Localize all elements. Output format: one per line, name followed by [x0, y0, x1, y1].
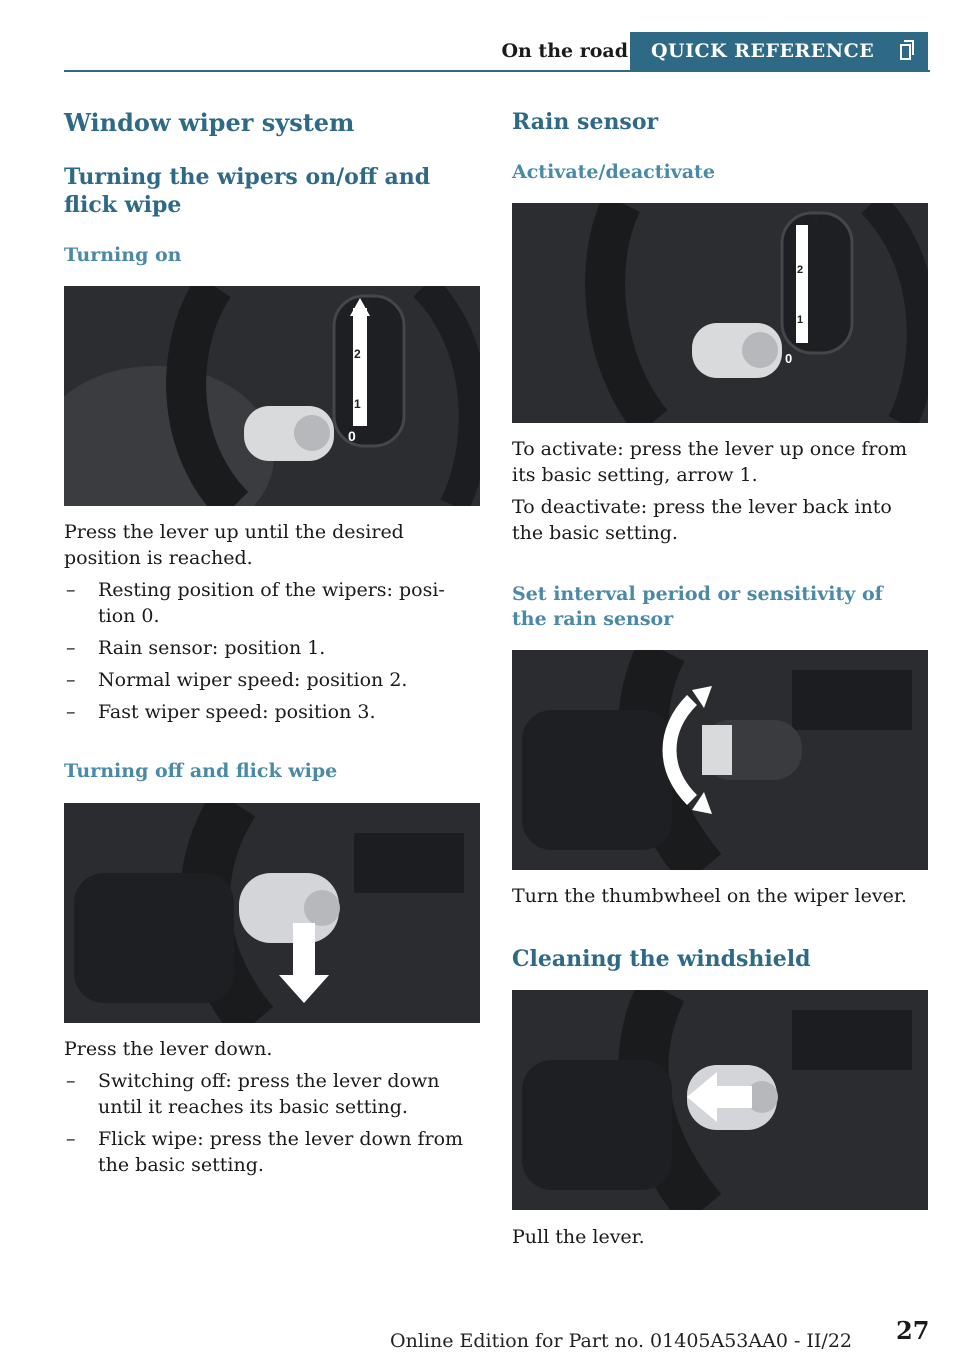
- rain-sensor-photo: [512, 203, 928, 423]
- position-2-label: 2: [354, 347, 361, 361]
- list-item: – Resting position of the wipers: posi‐tion 0.: [64, 577, 480, 629]
- wipers-subtitle: Turning the wipers on/off and flick wipe: [64, 164, 431, 218]
- cleaning-heading: Cleaning the windshield: [512, 946, 811, 972]
- list-item: – Switching off: press the lever down until it reaches its basic setting.: [64, 1068, 480, 1120]
- flick-wipe-list: [64, 1068, 480, 1178]
- position-0-label: 0: [348, 428, 356, 444]
- thumbwheel-photo: [512, 650, 928, 870]
- header-section-label: On the road: [501, 40, 628, 62]
- turning-off-heading: Turning off and flick wipe: [64, 760, 338, 782]
- document-copy-icon: [900, 40, 914, 60]
- rain-position-0-label: 0: [785, 351, 793, 366]
- list-item: – Normal wiper speed: position 2.: [64, 667, 480, 693]
- rain-sensor-title: Rain sensor: [512, 109, 659, 135]
- quick-reference-label: QUICK REFERENCE: [651, 40, 875, 62]
- list-item: – Fast wiper speed: position 3.: [64, 699, 480, 725]
- turning-on-heading: Turning on: [64, 244, 182, 266]
- turning-on-paragraph: Press the lever up until the desired position is reached.: [64, 521, 404, 569]
- pull-lever-photo: [512, 990, 928, 1210]
- interval-heading: Set interval period or sensitivity of the rain sensor: [512, 583, 883, 630]
- rain-position-3-label: 3: [812, 214, 819, 226]
- position-3-label: 3: [365, 297, 372, 311]
- page-number: 27: [896, 1316, 930, 1345]
- quick-reference-tab[interactable]: [630, 32, 928, 70]
- wiper-positions-photo: [64, 286, 480, 506]
- lever-down-paragraph: Press the lever down.: [64, 1038, 273, 1060]
- page-title: Window wiper system: [64, 108, 355, 137]
- deactivate-paragraph: To deactivate: press the lever back into the basic setting.: [512, 496, 892, 544]
- thumbwheel-paragraph: Turn the thumbwheel on the wiper lever.: [512, 885, 907, 907]
- flick-wipe-photo: [64, 803, 480, 1023]
- list-item: – Rain sensor: position 1.: [64, 635, 480, 661]
- list-item: – Flick wipe: press the lever down from the basic setting.: [64, 1126, 480, 1178]
- position-1-label: 1: [354, 397, 361, 411]
- activate-heading: Activate/deactivate: [512, 161, 715, 183]
- positions-list: [64, 577, 480, 725]
- pull-lever-paragraph: Pull the lever.: [512, 1226, 645, 1248]
- rain-position-2-label: 2: [797, 264, 804, 276]
- rain-position-1-label: 1: [797, 314, 804, 326]
- activate-paragraph: To activate: press the lever up once from its basic setting, arrow 1.: [512, 438, 907, 486]
- footer-edition: Online Edition for Part no. 01405A53AA0 - II/22: [390, 1330, 853, 1352]
- header-rule: [64, 70, 930, 72]
